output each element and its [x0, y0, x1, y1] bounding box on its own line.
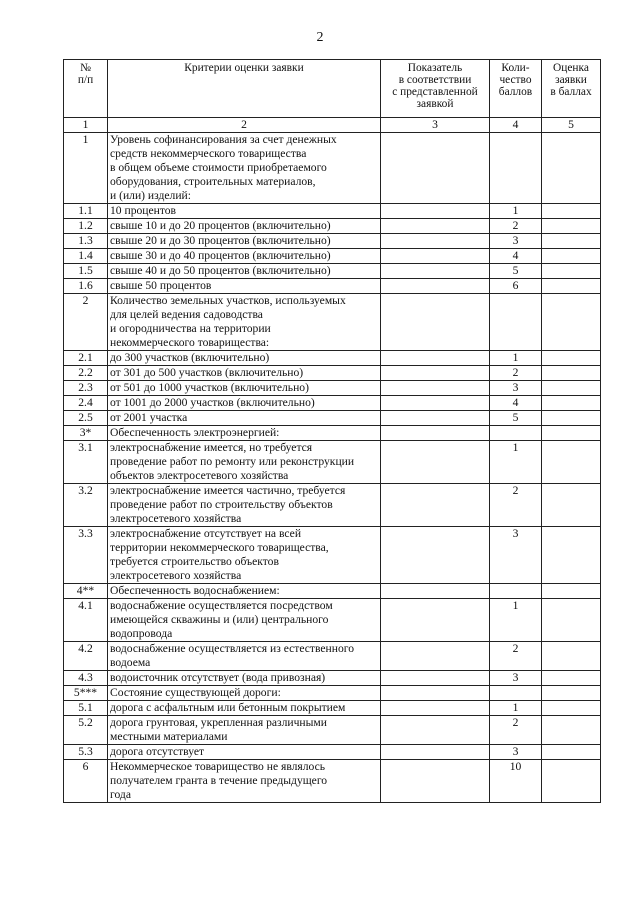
table-row	[64, 294, 601, 351]
row-number: 6	[64, 760, 108, 803]
row-number: 5.1	[64, 701, 108, 716]
row-points: 2	[490, 484, 542, 527]
row-score	[542, 484, 601, 527]
table-row	[64, 234, 601, 249]
row-points	[490, 426, 542, 441]
row-indicator	[381, 219, 490, 234]
column-number: 2	[108, 118, 381, 133]
row-criterion: Обеспеченность электроэнергией:	[108, 426, 381, 441]
table-row	[64, 599, 601, 642]
row-points: 1	[490, 351, 542, 366]
table-row	[64, 745, 601, 760]
row-number: 2	[64, 294, 108, 351]
row-indicator	[381, 381, 490, 396]
row-points: 3	[490, 671, 542, 686]
row-number: 1	[64, 133, 108, 204]
table-row	[64, 484, 601, 527]
row-indicator	[381, 426, 490, 441]
row-criterion: свыше 20 и до 30 процентов (включительно)	[108, 234, 381, 249]
row-criterion: Состояние существующей дороги:	[108, 686, 381, 701]
table-row	[64, 249, 601, 264]
row-score	[542, 671, 601, 686]
row-score	[542, 760, 601, 803]
row-score	[542, 133, 601, 204]
column-number: 5	[542, 118, 601, 133]
row-criterion: до 300 участков (включительно)	[108, 351, 381, 366]
table-body	[64, 133, 601, 803]
row-criterion: от 1001 до 2000 участков (включительно)	[108, 396, 381, 411]
row-number: 4.3	[64, 671, 108, 686]
row-points: 3	[490, 234, 542, 249]
row-number: 5.3	[64, 745, 108, 760]
row-score	[542, 599, 601, 642]
criteria-table	[63, 59, 601, 803]
header-score: Оценка заявки в баллах	[542, 60, 601, 118]
row-indicator	[381, 264, 490, 279]
table-row	[64, 204, 601, 219]
row-criterion: свыше 50 процентов	[108, 279, 381, 294]
row-points: 10	[490, 760, 542, 803]
table-row	[64, 671, 601, 686]
row-indicator	[381, 351, 490, 366]
row-points: 4	[490, 249, 542, 264]
table-row	[64, 760, 601, 803]
row-score	[542, 527, 601, 584]
row-number: 2.2	[64, 366, 108, 381]
row-criterion: водоснабжение осуществляется из естественного водоема	[108, 642, 381, 671]
row-points: 6	[490, 279, 542, 294]
row-criterion: дорога с асфальтным или бетонным покрытием	[108, 701, 381, 716]
row-points: 3	[490, 745, 542, 760]
row-score	[542, 234, 601, 249]
row-number: 3.3	[64, 527, 108, 584]
row-score	[542, 249, 601, 264]
row-indicator	[381, 716, 490, 745]
row-criterion: дорога грунтовая, укрепленная различными местными материалами	[108, 716, 381, 745]
table-row	[64, 527, 601, 584]
row-number: 1.3	[64, 234, 108, 249]
row-indicator	[381, 133, 490, 204]
row-criterion: электроснабжение имеется, но требуется проведение работ по ремонту или реконструкции объектов электросетевого хозяйства	[108, 441, 381, 484]
row-number: 2.4	[64, 396, 108, 411]
row-indicator	[381, 411, 490, 426]
row-number: 5***	[64, 686, 108, 701]
table-row	[64, 642, 601, 671]
row-number: 3.2	[64, 484, 108, 527]
row-criterion: электроснабжение имеется частично, требуется проведение работ по строительству объектов электросетевого хозяйства	[108, 484, 381, 527]
table-row	[64, 381, 601, 396]
row-criterion: Некоммерческое товарищество не являлось получателем гранта в течение предыдущего года	[108, 760, 381, 803]
row-number: 4**	[64, 584, 108, 599]
row-points: 5	[490, 411, 542, 426]
row-number: 1.5	[64, 264, 108, 279]
header-criteria: Критерии оценки заявки	[108, 60, 381, 118]
row-score	[542, 716, 601, 745]
row-score	[542, 381, 601, 396]
row-criterion: свыше 30 и до 40 процентов (включительно)	[108, 249, 381, 264]
row-number: 1.1	[64, 204, 108, 219]
row-indicator	[381, 745, 490, 760]
row-points: 2	[490, 716, 542, 745]
page-number: 2	[316, 30, 324, 45]
row-score	[542, 351, 601, 366]
header-num: № п/п	[64, 60, 108, 118]
table-row	[64, 351, 601, 366]
row-score	[542, 279, 601, 294]
row-score	[542, 204, 601, 219]
row-indicator	[381, 686, 490, 701]
table-row	[64, 396, 601, 411]
row-score	[542, 426, 601, 441]
row-criterion: электроснабжение отсутствует на всей территории некоммерческого товарищества, требуется строительство объектов электросетевого хозяйства	[108, 527, 381, 584]
table-row	[64, 701, 601, 716]
table-row	[64, 264, 601, 279]
row-criterion: Уровень софинансирования за счет денежных средств некоммерческого товарищества в общем объеме стоимости приобретаемого оборудования, строительных материалов, и (или) изделий:	[108, 133, 381, 204]
table-row	[64, 584, 601, 599]
row-score	[542, 264, 601, 279]
table-row	[64, 716, 601, 745]
row-indicator	[381, 527, 490, 584]
row-score	[542, 584, 601, 599]
row-criterion: от 2001 участка	[108, 411, 381, 426]
row-points: 1	[490, 204, 542, 219]
row-criterion: водоисточник отсутствует (вода привозная)	[108, 671, 381, 686]
row-points: 1	[490, 599, 542, 642]
row-indicator	[381, 366, 490, 381]
row-criterion: 10 процентов	[108, 204, 381, 219]
row-score	[542, 441, 601, 484]
row-score	[542, 294, 601, 351]
header-points: Коли- чество баллов	[490, 60, 542, 118]
column-number: 4	[490, 118, 542, 133]
row-indicator	[381, 642, 490, 671]
row-points	[490, 584, 542, 599]
table-row	[64, 441, 601, 484]
header-row	[64, 60, 601, 118]
row-indicator	[381, 441, 490, 484]
row-points: 2	[490, 366, 542, 381]
row-number: 1.2	[64, 219, 108, 234]
row-score	[542, 642, 601, 671]
row-points: 2	[490, 642, 542, 671]
row-number: 3*	[64, 426, 108, 441]
row-criterion: водоснабжение осуществляется посредством имеющейся скважины и (или) центрального водопровода	[108, 599, 381, 642]
row-indicator	[381, 249, 490, 264]
table-row	[64, 686, 601, 701]
row-points: 5	[490, 264, 542, 279]
table-row	[64, 219, 601, 234]
row-points: 2	[490, 219, 542, 234]
row-points: 4	[490, 396, 542, 411]
row-criterion: дорога отсутствует	[108, 745, 381, 760]
row-indicator	[381, 234, 490, 249]
row-indicator	[381, 396, 490, 411]
row-score	[542, 701, 601, 716]
row-criterion: Количество земельных участков, используемых для целей ведения садоводства и огородничества на территории некоммерческого товарищества:	[108, 294, 381, 351]
row-points	[490, 294, 542, 351]
row-points: 1	[490, 701, 542, 716]
row-number: 2.3	[64, 381, 108, 396]
row-number: 4.2	[64, 642, 108, 671]
row-indicator	[381, 484, 490, 527]
row-indicator	[381, 760, 490, 803]
row-criterion: Обеспеченность водоснабжением:	[108, 584, 381, 599]
row-indicator	[381, 599, 490, 642]
row-points	[490, 133, 542, 204]
row-indicator	[381, 294, 490, 351]
table-row	[64, 133, 601, 204]
row-score	[542, 686, 601, 701]
row-number: 1.4	[64, 249, 108, 264]
row-number: 2.5	[64, 411, 108, 426]
table-row	[64, 426, 601, 441]
table-row	[64, 411, 601, 426]
row-indicator	[381, 204, 490, 219]
table-row	[64, 279, 601, 294]
row-score	[542, 396, 601, 411]
table-row	[64, 366, 601, 381]
row-number: 2.1	[64, 351, 108, 366]
row-score	[542, 219, 601, 234]
row-score	[542, 366, 601, 381]
row-points: 3	[490, 527, 542, 584]
row-indicator	[381, 701, 490, 716]
row-points	[490, 686, 542, 701]
row-criterion: от 501 до 1000 участков (включительно)	[108, 381, 381, 396]
row-number: 1.6	[64, 279, 108, 294]
column-number: 1	[64, 118, 108, 133]
row-score	[542, 411, 601, 426]
row-number: 4.1	[64, 599, 108, 642]
row-number: 5.2	[64, 716, 108, 745]
row-points: 1	[490, 441, 542, 484]
row-number: 3.1	[64, 441, 108, 484]
column-number-row	[64, 118, 601, 133]
column-number: 3	[381, 118, 490, 133]
row-criterion: свыше 40 и до 50 процентов (включительно)	[108, 264, 381, 279]
row-criterion: от 301 до 500 участков (включительно)	[108, 366, 381, 381]
row-indicator	[381, 671, 490, 686]
row-criterion: свыше 10 и до 20 процентов (включительно)	[108, 219, 381, 234]
row-indicator	[381, 584, 490, 599]
row-score	[542, 745, 601, 760]
header-indicator: Показатель в соответствии с представленной заявкой	[381, 60, 490, 118]
row-indicator	[381, 279, 490, 294]
row-points: 3	[490, 381, 542, 396]
